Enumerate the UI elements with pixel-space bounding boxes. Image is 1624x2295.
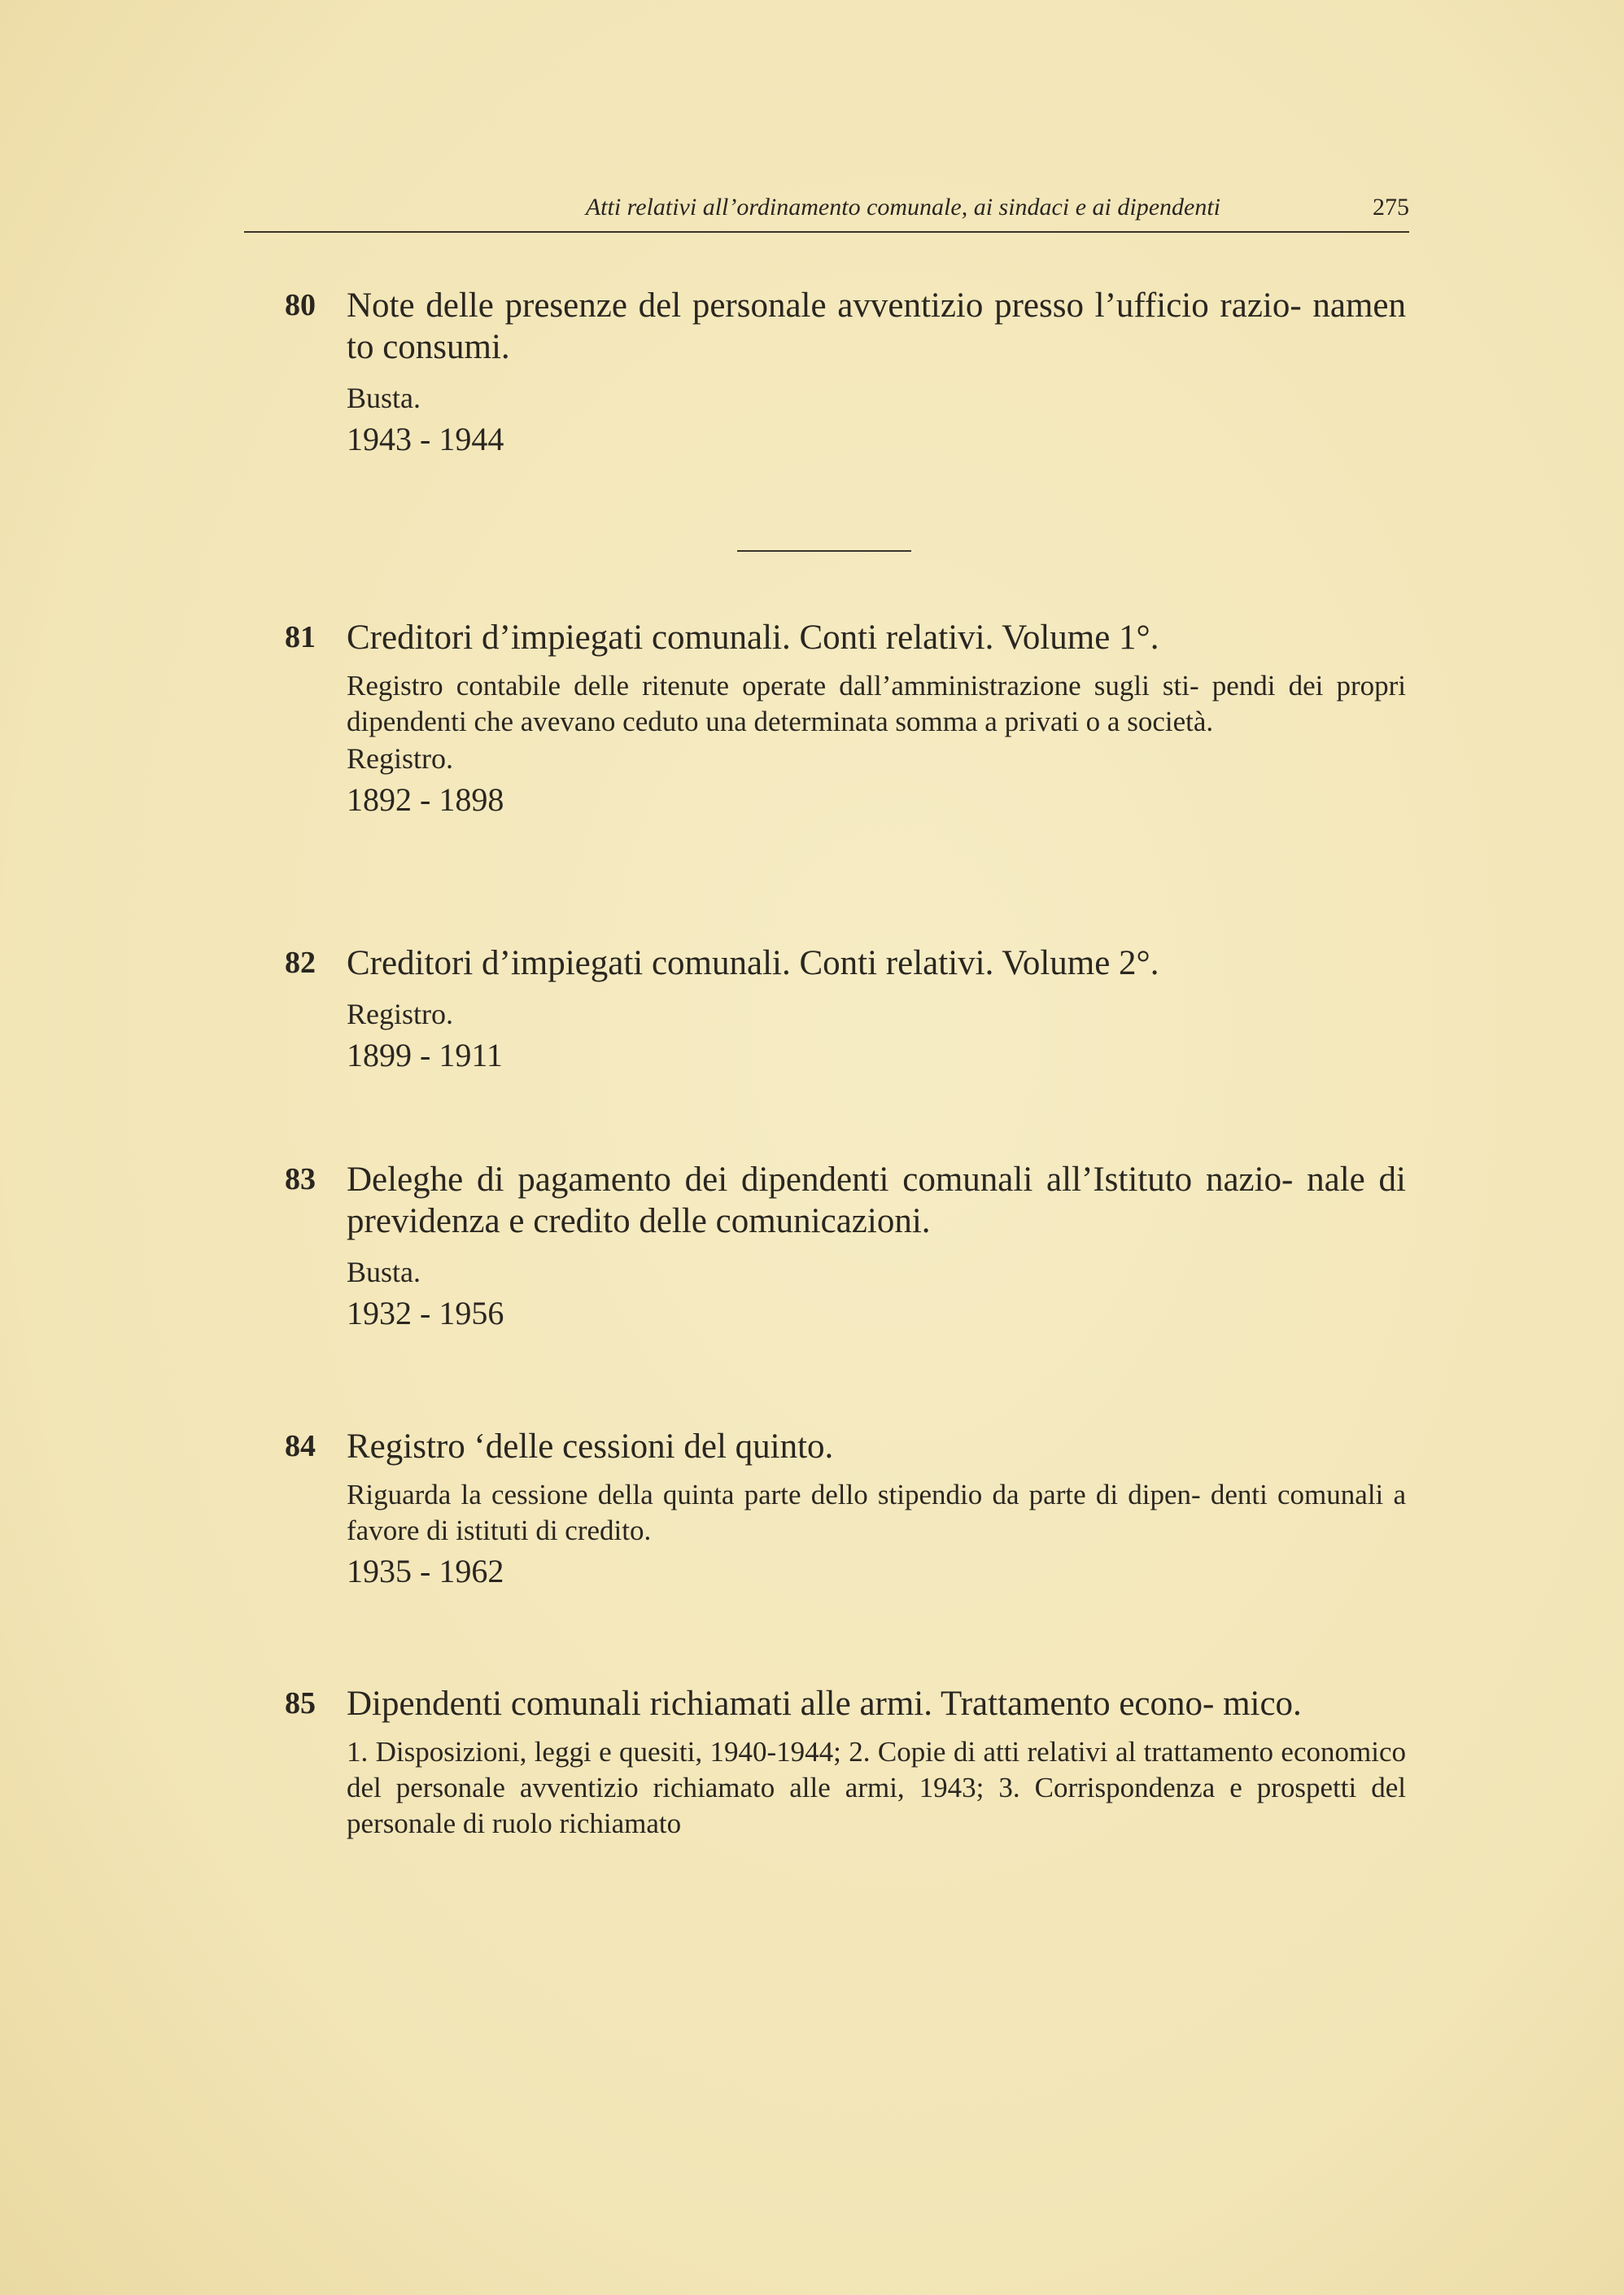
entry-type: Busta. xyxy=(347,382,421,414)
section-divider xyxy=(737,550,911,552)
running-header xyxy=(244,189,1409,233)
entry-dates: 1932 - 1956 xyxy=(347,1295,504,1331)
entry-body xyxy=(347,1426,1406,1594)
entry-title: Registro ‘delle cessioni del quinto. xyxy=(347,1427,834,1466)
entry-dates: 1892 - 1898 xyxy=(347,781,504,818)
entry-title: Deleghe di pagamento dei dipendenti comunali all’Istituto nazio- nale di previdenza e credito delle comunicazioni. xyxy=(347,1161,1406,1240)
entry-number: 84 xyxy=(285,1429,316,1463)
entry-title: Creditori d’impiegati comunali. Conti relativi. Volume 2°. xyxy=(347,944,1159,982)
entry-title: Note delle presenze del personale avventizio presso l’ufficio razio- namen to consumi. xyxy=(347,286,1406,366)
entry-description: Registro contabile delle ritenute operate dall’amministrazione sugli sti- pendi dei propri dipendenti che avevano ceduto una determinata somma a privati o a società. xyxy=(347,670,1406,737)
entry-number: 82 xyxy=(285,946,316,980)
entry-title: Creditori d’impiegati comunali. Conti relativi. Volume 1°. xyxy=(347,619,1159,657)
entry-body xyxy=(347,617,1406,823)
entry-number: 81 xyxy=(285,620,316,654)
entry-body xyxy=(347,1683,1406,1842)
entry-dates: 1899 - 1911 xyxy=(347,1037,503,1073)
entry-type: Registro. xyxy=(347,998,453,1030)
entry-description: 1. Disposizioni, leggi e quesiti, 1940-1944; 2. Copie di atti relativi al trattamento economico del personale avventizio richiamato alle armi, 1943; 3. Corrispondenza e prospetti del personale di ruolo richiamato xyxy=(347,1736,1406,1839)
entry-number: 80 xyxy=(285,288,316,322)
entry-body xyxy=(347,1159,1406,1336)
entry-number: 85 xyxy=(285,1686,316,1720)
entry-type: Busta. xyxy=(347,1256,421,1288)
entry-number: 83 xyxy=(285,1162,316,1196)
header-title: Atti relativi all’ordinamento comunale, ai sindaci e ai dipendenti xyxy=(585,194,1220,221)
page-number: 275 xyxy=(1373,194,1409,221)
entry-body xyxy=(347,285,1406,462)
entry-description: Riguarda la cessione della quinta parte dello stipendio da parte di dipen- denti comunali a favore di istituti di credito. xyxy=(347,1479,1406,1546)
entry-type: Registro. xyxy=(347,742,453,775)
entry-dates: 1935 - 1962 xyxy=(347,1553,504,1589)
entry-dates: 1943 - 1944 xyxy=(347,421,504,457)
entry-body xyxy=(347,942,1406,1078)
entry-title: Dipendenti comunali richiamati alle armi. Trattamento econo- mico. xyxy=(347,1685,1302,1723)
